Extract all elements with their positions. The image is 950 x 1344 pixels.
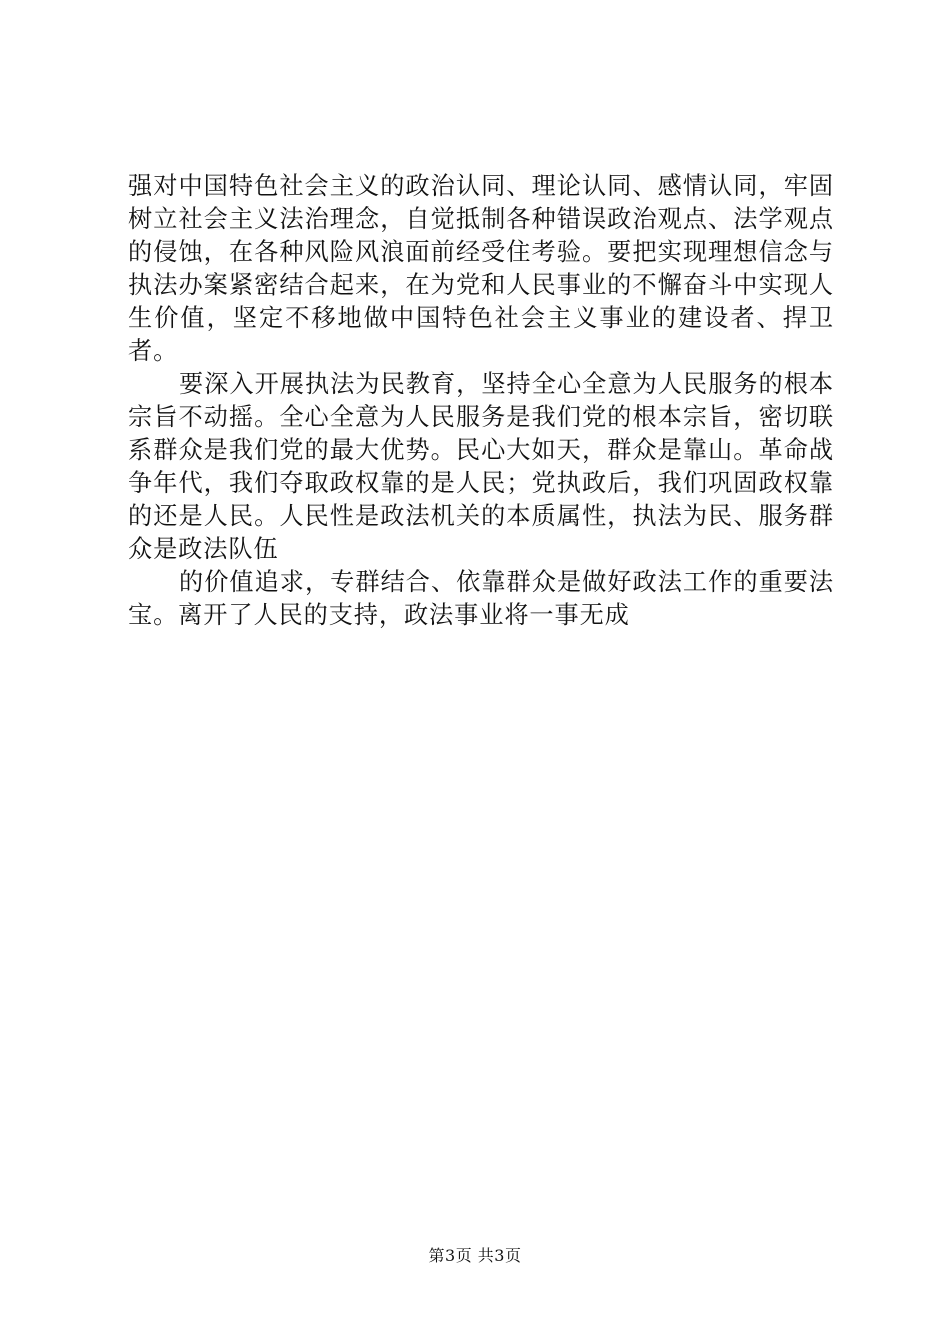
paragraph-1: 强对中国特色社会主义的政治认同、理论认同、感情认同，牢固树立社会主义法治理念，自觉抵制各种错误政治观点、法学观点的侵蚀，在各种风险风浪面前经受住考验。要把实现理想信念与执法办案紧密结合起来，在为党和人民事业的不懈奋斗中实现人生价值，坚定不移地做中国特色社会主义事业的建设者、捍卫者。 [128,172,834,365]
paragraph-3: 的价值追求，专群结合、依靠群众是做好政法工作的重要法宝。离开了人民的支持，政法事业将一事无成 [128,568,834,629]
document-body [128,170,834,632]
page-number-footer: 第3页 共3页 [428,1246,522,1265]
paragraph-2: 要深入开展执法为民教育，坚持全心全意为人民服务的根本宗旨不动摇。全心全意为人民服务是我们党的根本宗旨，密切联系群众是我们党的最大优势。民心大如天，群众是靠山。革命战争年代，我们夺取政权靠的是人民；党执政后，我们巩固政权靠的还是人民。人民性是政法机关的本质属性，执法为民、服务群众是政法队伍 [128,370,834,563]
